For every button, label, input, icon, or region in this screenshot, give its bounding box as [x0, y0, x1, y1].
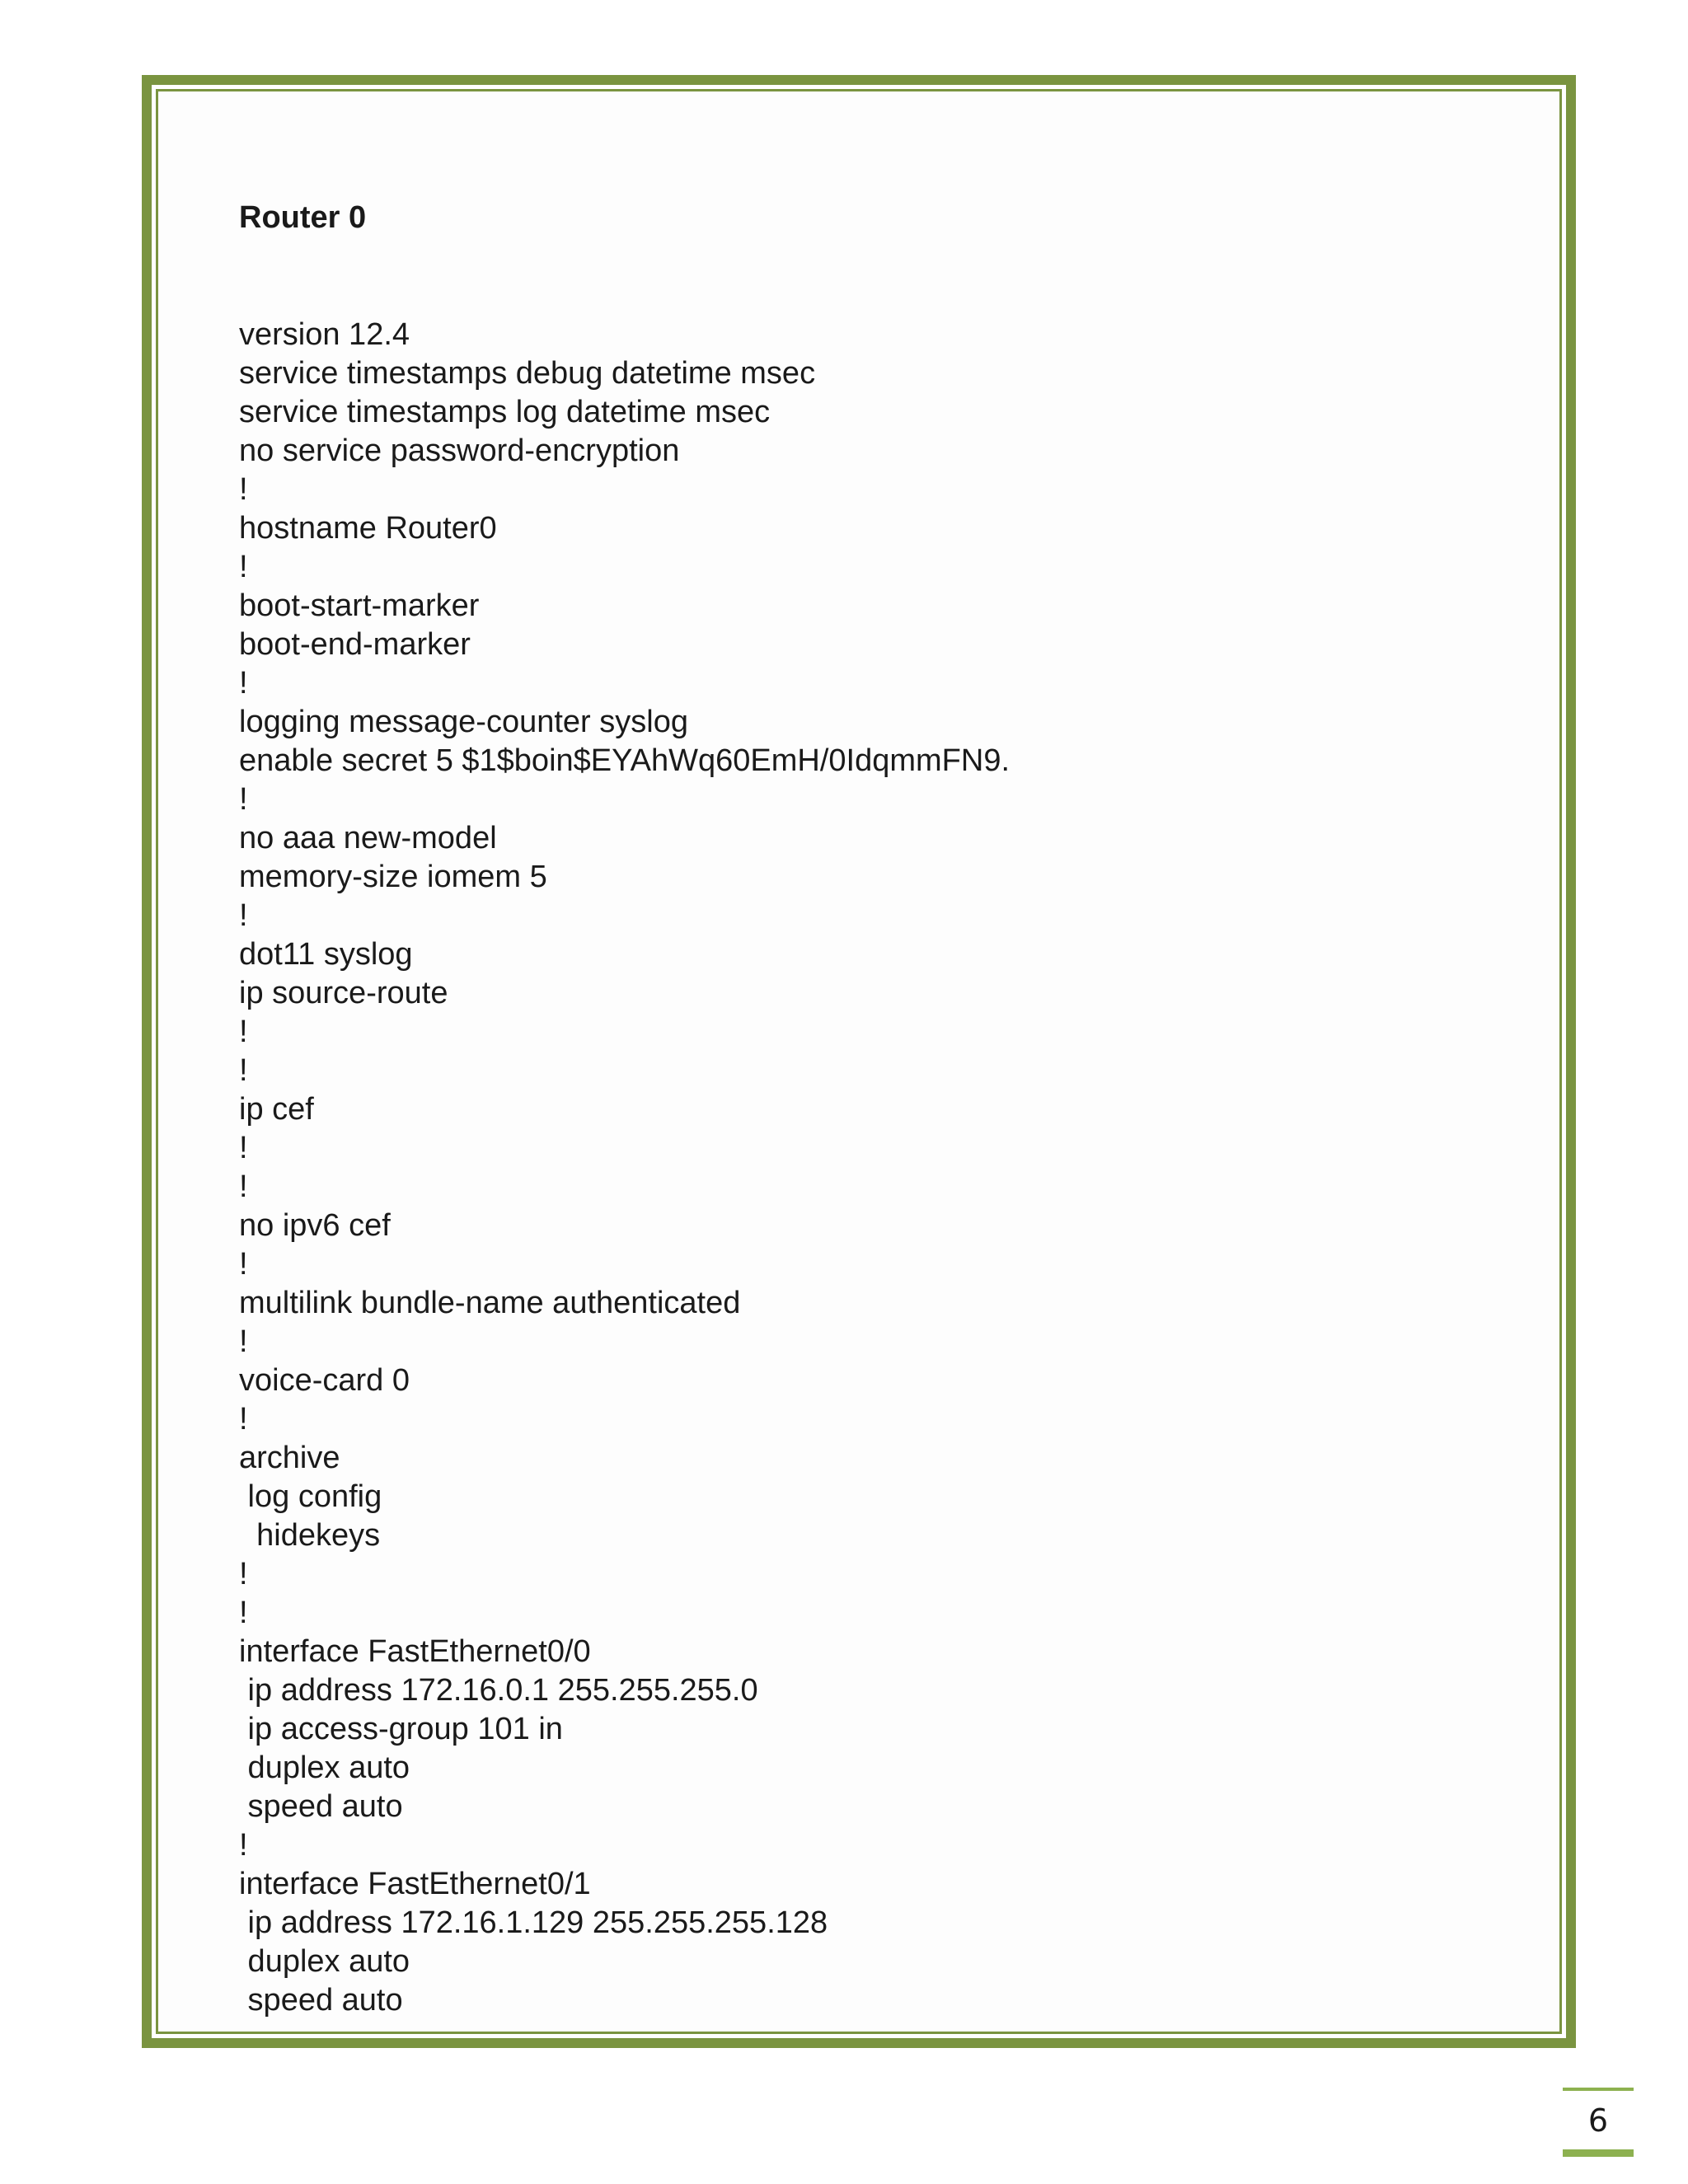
config-line: speed auto [239, 1983, 403, 2018]
config-line: memory-size iomem 5 [239, 860, 547, 894]
page-number-box [1563, 2088, 1634, 2157]
config-line: ! [239, 898, 248, 933]
config-line: archive [239, 1441, 340, 1475]
config-line: boot-start-marker [239, 588, 480, 623]
config-line: ! [239, 1169, 248, 1204]
config-line: logging message-counter syslog [239, 705, 688, 739]
router-config-listing [239, 316, 1010, 2020]
config-line: interface FastEthernet0/0 [239, 1634, 591, 1669]
config-line: no service password-encryption [239, 434, 680, 468]
config-line: service timestamps debug datetime msec [239, 356, 816, 391]
config-line: version 12.4 [239, 317, 410, 352]
page-number: 6 [1587, 2102, 1609, 2139]
config-line: boot-end-marker [239, 627, 471, 662]
config-line: ! [239, 472, 248, 507]
document-title: Router 0 [239, 200, 367, 235]
config-line: no ipv6 cef [239, 1208, 391, 1243]
config-line: log config [239, 1479, 382, 1514]
config-line: ! [239, 666, 248, 701]
config-line: dot11 syslog [239, 937, 413, 972]
config-line: ! [239, 1053, 248, 1088]
config-line: ! [239, 550, 248, 584]
config-line: duplex auto [239, 1750, 410, 1785]
config-line: ip address 172.16.1.129 255.255.255.128 [239, 1905, 828, 1940]
page-number-top-rule [1563, 2088, 1634, 2091]
config-line: ! [239, 1557, 248, 1591]
config-line: speed auto [239, 1789, 403, 1824]
config-line: ! [239, 1324, 248, 1359]
config-line: ip source-route [239, 976, 448, 1010]
config-line: ip address 172.16.0.1 255.255.255.0 [239, 1673, 758, 1708]
config-line: voice-card 0 [239, 1363, 410, 1398]
config-line: duplex auto [239, 1944, 410, 1979]
config-line: ! [239, 782, 248, 817]
config-line: ! [239, 1131, 248, 1165]
config-line: ! [239, 1015, 248, 1049]
page-number-bottom-rule [1563, 2149, 1634, 2157]
config-line: ip cef [239, 1092, 314, 1127]
config-line: service timestamps log datetime msec [239, 395, 771, 429]
config-line: ! [239, 1247, 248, 1282]
config-line: ! [239, 1402, 248, 1436]
config-line: hostname Router0 [239, 511, 497, 546]
config-line: ! [239, 1596, 248, 1630]
config-line: hidekeys [239, 1518, 381, 1553]
config-line: ! [239, 1828, 248, 1863]
config-line: enable secret 5 $1$boin$EYAhWq60EmH/0IdqmmFN9. [239, 743, 1010, 778]
config-line: no aaa new-model [239, 821, 497, 855]
config-line: ip access-group 101 in [239, 1712, 563, 1746]
config-line: multilink bundle-name authenticated [239, 1286, 741, 1320]
config-line: interface FastEthernet0/1 [239, 1867, 591, 1901]
